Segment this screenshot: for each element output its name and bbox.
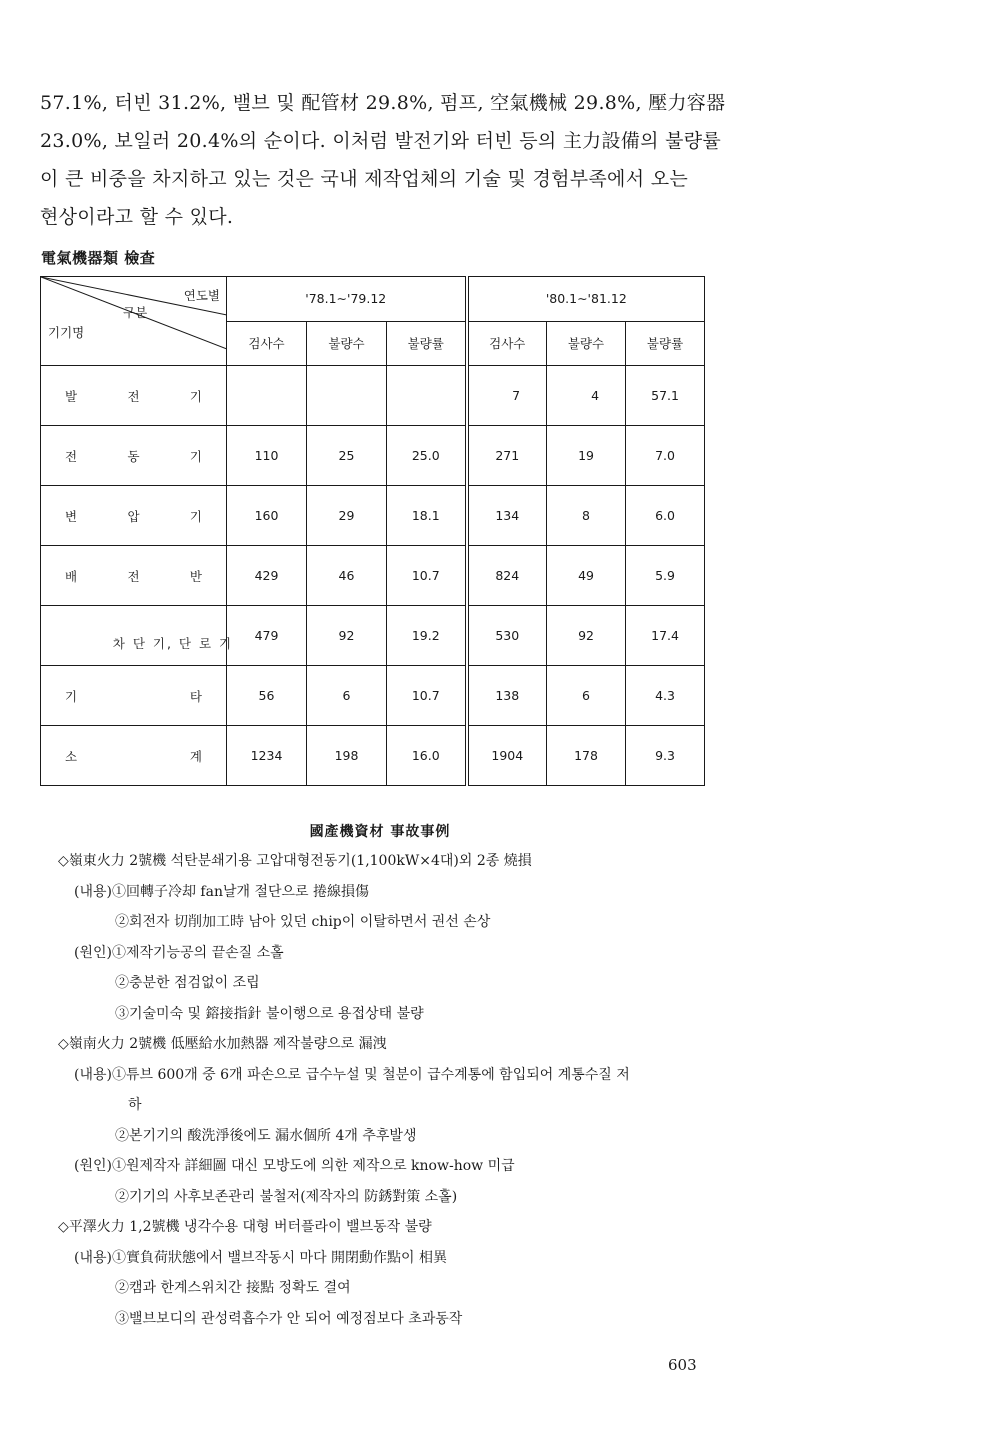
- table-cell: 57.1: [626, 366, 705, 426]
- case-heading: ◇嶺南火力 2號機 低壓給水加熱器 제작불량으로 漏洩: [58, 1036, 387, 1052]
- table-cell: 46: [307, 546, 387, 606]
- table-cell: [227, 366, 307, 426]
- table-cell: 49: [547, 546, 626, 606]
- case-heading: ◇嶺東火力 2號機 석탄분쇄기용 고압대형전동기(1,100kW×4대)외 2종 燒損: [58, 853, 532, 869]
- case-line: (내용)①實負荷狀態에서 밸브작동시 마다 開閉動作點이 相異: [74, 1249, 448, 1266]
- case-line: ②충분한 점검없이 조립: [115, 975, 260, 991]
- intro-paragraph: [40, 84, 726, 236]
- case-line: 하: [128, 1097, 142, 1113]
- table-cell: 160: [227, 486, 307, 546]
- year-label: 연도별: [183, 288, 220, 303]
- equipment-name: 배 전 반: [41, 546, 227, 606]
- table-cell: 9.3: [626, 726, 705, 786]
- table-row: [41, 726, 705, 786]
- column-header: 불량수: [547, 321, 626, 366]
- intro-line: 57.1%, 터빈 31.2%, 밸브 및 配管材 29.8%, 펌프, 空氣機械 29.8%, 壓力容器: [40, 92, 726, 114]
- table-cell: [307, 366, 387, 426]
- case-line: ②본기기의 酸洗淨後에도 漏水個所 4개 추후발생: [115, 1127, 417, 1144]
- table-row: [41, 426, 705, 486]
- table-cell: 56: [227, 666, 307, 726]
- equipment-name: 차 단 기, 단 로 기: [41, 606, 227, 666]
- equipment-name: 발 전 기: [41, 366, 227, 426]
- column-header: 불량률: [387, 321, 467, 366]
- equipment-name: 소 계: [41, 726, 227, 786]
- inspection-table: [40, 276, 705, 786]
- accident-cases-list: [58, 846, 718, 1334]
- table-cell: 29: [307, 486, 387, 546]
- table-cell: 7: [467, 366, 547, 426]
- column-header: 불량률: [626, 321, 705, 366]
- intro-line: 현상이라고 할 수 있다.: [40, 206, 234, 228]
- case-line: (원인)①원제작자 詳細圖 대신 모방도에 의한 제작으로 know-how 미급: [74, 1158, 515, 1174]
- table-cell: 18.1: [387, 486, 467, 546]
- table-cell: 1234: [227, 726, 307, 786]
- table-cell: 6: [307, 666, 387, 726]
- diagonal-header-cell: [41, 277, 227, 366]
- table-cell: 5.9: [626, 546, 705, 606]
- table-cell: 8: [547, 486, 626, 546]
- table-cell: 6: [547, 666, 626, 726]
- table-cell: 1904: [467, 726, 547, 786]
- equipment-name: 기 타: [41, 666, 227, 726]
- table-row: [41, 366, 705, 426]
- table-cell: 479: [227, 606, 307, 666]
- table-cell: 10.7: [387, 666, 467, 726]
- period-header: '80.1∼'81.12: [467, 277, 705, 322]
- table-row: [41, 666, 705, 726]
- table-cell: 92: [547, 606, 626, 666]
- table-cell: 6.0: [626, 486, 705, 546]
- column-header: 불량수: [307, 321, 387, 366]
- table-cell: 10.7: [387, 546, 467, 606]
- table-cell: 92: [307, 606, 387, 666]
- period-header: '78.1∼'79.12: [227, 277, 467, 322]
- accident-cases-title: 國產機資材 事故事例: [309, 824, 451, 840]
- table-cell: 17.4: [626, 606, 705, 666]
- case-line: ②회전자 切削加工時 남아 있던 chip이 이탈하면서 권선 손상: [115, 914, 491, 930]
- equipment-name: 전 동 기: [41, 426, 227, 486]
- case-line: ②기기의 사후보존관리 불철저(제작자의 防銹對策 소홀): [115, 1188, 458, 1205]
- table-cell: 271: [467, 426, 547, 486]
- table-cell: 7.0: [626, 426, 705, 486]
- intro-line: 이 큰 비중을 차지하고 있는 것은 국내 제작업체의 기술 및 경험부족에서 오는: [40, 168, 689, 190]
- table-cell: 16.0: [387, 726, 467, 786]
- case-heading: ◇平澤火力 1,2號機 냉각수용 대형 버터플라이 밸브동작 불량: [58, 1219, 432, 1235]
- case-line: ③밸브보디의 관성력흡수가 안 되어 예정점보다 초과동작: [115, 1310, 463, 1327]
- table-cell: 134: [467, 486, 547, 546]
- table-row: [41, 606, 705, 666]
- case-line: (원인)①제작기능공의 끝손질 소홀: [74, 944, 284, 961]
- table-cell: 530: [467, 606, 547, 666]
- table-cell: 110: [227, 426, 307, 486]
- category-label: 구분: [123, 305, 148, 320]
- case-line: ③기술미숙 및 鎔接指針 불이행으로 용접상태 불량: [115, 1005, 424, 1022]
- table-cell: 178: [547, 726, 626, 786]
- intro-line: 23.0%, 보일러 20.4%의 순이다. 이처럼 발전기와 터빈 등의 主力設備의 불량률: [40, 130, 722, 152]
- table-cell: 138: [467, 666, 547, 726]
- table-cell: 4: [547, 366, 626, 426]
- table-cell: 198: [307, 726, 387, 786]
- column-header: 검사수: [467, 321, 547, 366]
- case-line: ②캠과 한계스위치간 接點 정확도 결여: [115, 1280, 351, 1296]
- table-cell: [387, 366, 467, 426]
- page-number: 603: [668, 1356, 697, 1374]
- table-cell: 25: [307, 426, 387, 486]
- table-row: [41, 486, 705, 546]
- equipment-name-label: 기기명: [48, 325, 85, 340]
- table-cell: 824: [467, 546, 547, 606]
- table-cell: 19: [547, 426, 626, 486]
- table-cell: 4.3: [626, 666, 705, 726]
- table-cell: 19.2: [387, 606, 467, 666]
- case-line: (내용)①回轉子冷却 fan날개 절단으로 捲線損傷: [74, 883, 370, 900]
- case-line: (내용)①튜브 600개 중 6개 파손으로 급수누설 및 철분이 급수계통에 함입되어 계통수질 저: [74, 1066, 630, 1083]
- table-cell: 25.0: [387, 426, 467, 486]
- equipment-name: 변 압 기: [41, 486, 227, 546]
- table-cell: 429: [227, 546, 307, 606]
- table-row: [41, 546, 705, 606]
- column-header: 검사수: [227, 321, 307, 366]
- table-caption: 電氣機器類 檢查: [41, 249, 156, 267]
